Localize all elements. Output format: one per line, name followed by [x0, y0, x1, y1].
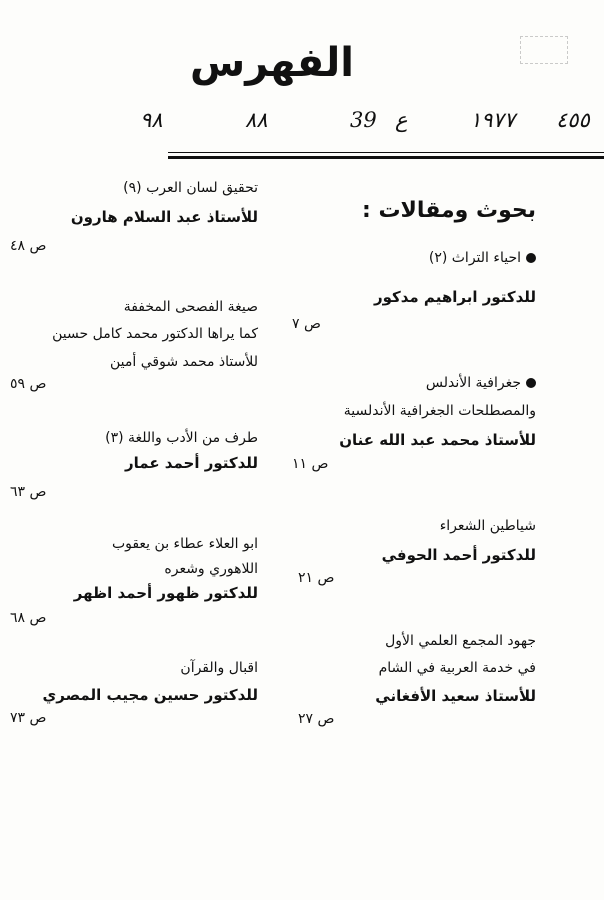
- handwritten-note-5: ١٩٧٧: [470, 108, 516, 132]
- section-heading: بحوث ومقالات :: [361, 198, 536, 223]
- header-rule-thick: [168, 156, 604, 159]
- entry-author: للدكتور ابراهيم مدكور: [374, 288, 536, 306]
- entry-title: احياء التراث (٢): [429, 250, 536, 266]
- handwritten-note-2: ٨٨: [245, 108, 268, 132]
- page-title: الفهرس: [190, 40, 355, 86]
- entry-author: للأستاذ عبد السلام هارون: [70, 208, 258, 226]
- entry-subtitle: اللاهوري وشعره: [164, 561, 258, 577]
- entry-subtitle: كما يراها الدكتور محمد كامل حسين: [52, 326, 258, 342]
- bullet-icon: [526, 253, 536, 263]
- entry-author: للأستاذ سعيد الأفغاني: [375, 687, 536, 705]
- entry-page: ص ٧: [292, 316, 321, 332]
- page-stamp: [520, 36, 568, 64]
- entry-title: طرف من الأدب واللغة (٣): [105, 430, 258, 446]
- entry-page: ص ٧٣: [10, 710, 47, 726]
- entry-page: ص ٦٨: [10, 610, 47, 626]
- entry-page: ص ٢٧: [298, 711, 335, 727]
- entry-author: للدكتور ظهور أحمد اظهر: [73, 584, 258, 602]
- entry-title: اقبال والقرآن: [180, 660, 258, 676]
- entry-title: جغرافية الأندلس: [426, 375, 536, 391]
- entry-author: للأستاذ محمد عبد الله عنان: [339, 431, 536, 449]
- entry-page: ص ٥٩: [10, 376, 47, 392]
- entry-subtitle: والمصطلحات الجغرافية الأندلسية: [343, 403, 536, 419]
- entry-title: ابو العلاء عطاء بن يعقوب: [111, 536, 258, 552]
- entry-author: للدكتور أحمد عمار: [125, 454, 258, 472]
- entry-title: شياطين الشعراء: [439, 518, 536, 534]
- handwritten-note-1: ٩٨: [140, 108, 163, 132]
- entry-title: تحقيق لسان العرب (٩): [123, 180, 258, 196]
- handwritten-note-6: ٤٥٥: [556, 108, 590, 132]
- entry-subtitle: في خدمة العربية في الشام: [378, 660, 536, 676]
- handwritten-note-4: ع: [395, 108, 408, 132]
- entry-author: للأستاذ محمد شوقي أمين: [110, 354, 258, 370]
- handwritten-note-3: 39: [350, 108, 377, 132]
- bullet-icon: [526, 378, 536, 388]
- entry-page: ص ٦٣: [10, 484, 47, 500]
- entry-title: جهود المجمع العلمي الأول: [385, 633, 536, 649]
- entry-title: صيغة الفصحى المخففة: [123, 299, 258, 315]
- entry-author: للدكتور حسين مجيب المصري: [42, 686, 258, 704]
- entry-page: ص ٢١: [298, 570, 335, 586]
- entry-page: ص ٤٨: [10, 238, 47, 254]
- entry-author: للدكتور أحمد الحوفي: [381, 546, 536, 564]
- entry-page: ص ١١: [292, 456, 329, 472]
- header-rule-thin: [168, 152, 604, 153]
